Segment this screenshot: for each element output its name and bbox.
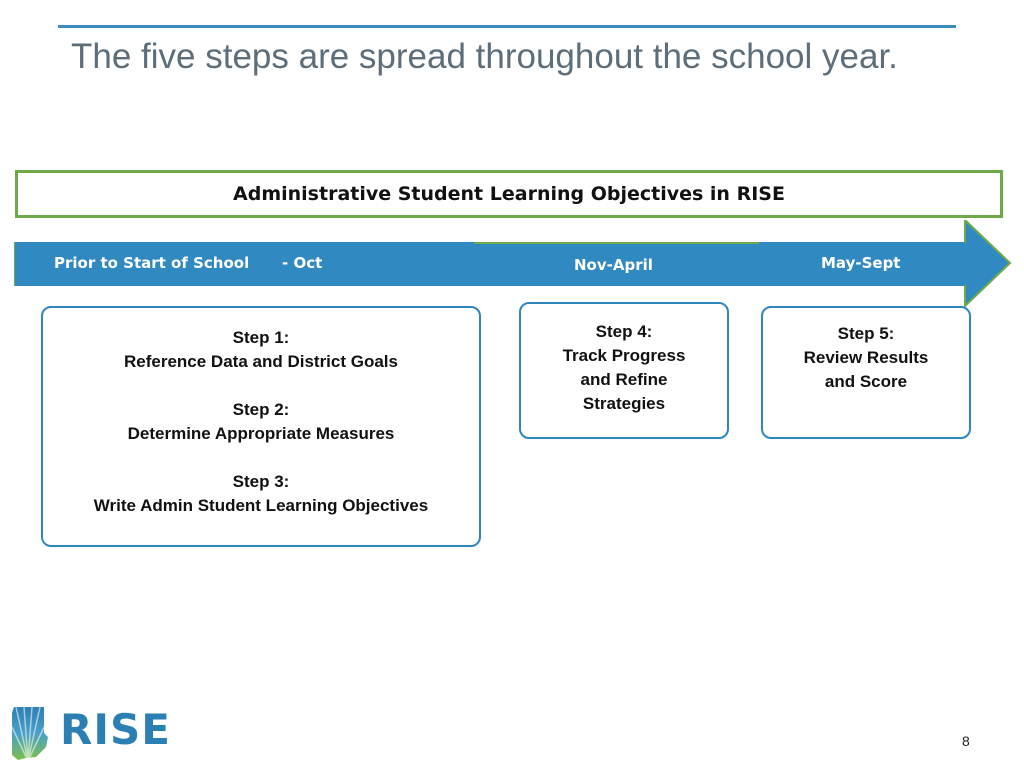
step-4-line-3: and Refine xyxy=(580,370,668,389)
step-5-box xyxy=(761,306,971,439)
step-4-box xyxy=(519,302,729,439)
step-1-title: Step 1: xyxy=(232,328,290,347)
timeline-label-prior-start: Prior to Start of School xyxy=(54,254,250,272)
step-4-line-2: Track Progress xyxy=(562,346,686,365)
timeline-arrow xyxy=(14,220,1012,308)
step-1-text: Reference Data and District Goals xyxy=(124,352,398,371)
step-3-group xyxy=(43,470,479,518)
rise-logo xyxy=(10,703,171,761)
step-5-title: Step 5: xyxy=(837,324,895,343)
indiana-state-sunburst-icon xyxy=(10,703,56,761)
step-5-line-3: and Score xyxy=(824,372,908,391)
timeline-label-nov-april: Nov-April xyxy=(574,256,653,274)
step-2-text: Determine Appropriate Measures xyxy=(127,424,395,443)
title-rule xyxy=(58,25,956,28)
step-3-text: Write Admin Student Learning Objectives xyxy=(93,496,429,515)
timeline-label-oct: - Oct xyxy=(282,254,323,272)
step-2-group xyxy=(43,398,479,446)
banner-text: Administrative Student Learning Objectives in RISE xyxy=(233,183,785,205)
step-4-title: Step 4: xyxy=(595,322,653,341)
title-banner xyxy=(15,170,1003,218)
step-1-group xyxy=(43,326,479,374)
rise-logo-text: RISE xyxy=(60,705,171,754)
slide-title: The five steps are spread throughout the school year. xyxy=(71,37,898,76)
page-number: 8 xyxy=(962,733,970,749)
step-5-line-2: Review Results xyxy=(803,348,929,367)
steps-1-3-box xyxy=(41,306,481,547)
step-4-line-4: Strategies xyxy=(582,394,666,413)
step-2-title: Step 2: xyxy=(232,400,290,419)
timeline-label-may-sept: May-Sept xyxy=(821,254,901,272)
step-3-title: Step 3: xyxy=(232,472,290,491)
